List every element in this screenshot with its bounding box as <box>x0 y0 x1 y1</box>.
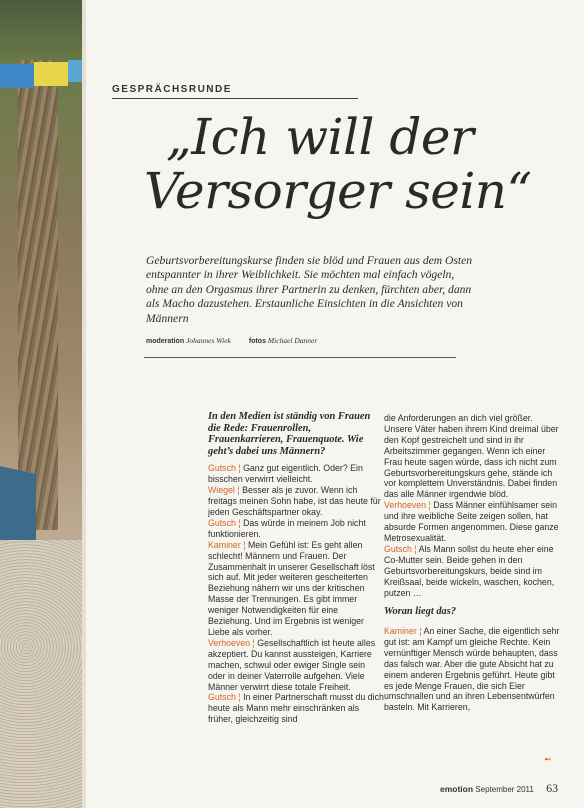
page-number: 63 <box>546 781 559 795</box>
speaker-name: Wiegel <box>208 485 235 496</box>
dialogue-turns <box>384 500 560 598</box>
interview-question: In den Medien ist ständig von Frauen die Rede: Frauenrollen, Frauenkarrieren, Frauenquote. Wie geht’s dabei uns Männern? <box>208 411 371 457</box>
dialogue-turn <box>208 540 384 638</box>
speaker-separator: ¦ <box>235 517 244 528</box>
speaker-separator: ¦ <box>250 637 258 648</box>
fotos-label: fotos <box>248 338 266 345</box>
dialogue-turn <box>208 463 384 485</box>
speaker-name: Verhoeven <box>384 500 427 511</box>
speaker-name: Kaminer <box>384 626 417 636</box>
speaker-name: Kaminer <box>208 539 241 550</box>
folio <box>440 781 558 796</box>
dialogue-turn <box>208 638 384 693</box>
dialogue-turn <box>208 518 384 540</box>
text-column-2 <box>384 413 560 713</box>
headline-line-2: Versorger sein“ <box>144 162 532 220</box>
turn-text: Dass Männer einfühlsamer sein und ihre weibliche Seite zeigen sollen, hat absurde Formen angenommen. Diese ganze Metrosexualität. <box>384 500 559 543</box>
tree-trunk <box>18 60 58 530</box>
magazine-brand: emotion <box>440 784 474 794</box>
speaker-separator: ¦ <box>235 692 244 703</box>
turn-text: In einer Partnerschaft musst du dich heute als Mann mehr einschränken als früher, gleichzeitig sind <box>208 692 384 725</box>
speaker-name: Gutsch <box>384 543 412 554</box>
magazine-page <box>86 0 584 808</box>
speaker-separator: ¦ <box>235 463 244 474</box>
moderation-label: moderation <box>146 338 185 345</box>
credits <box>146 336 317 345</box>
dialogue-turn <box>208 485 384 518</box>
continued-paragraph: die Anforderungen an dich viel größer. Unsere Väter haben ihrem Kind dreimal über den Kopf gestreichelt und sind in ihr Arbeitszimmer gegangen. Wenn ich einer Frau heute sagen würde, dass ich nicht zum Geburtsvorbereitungskurs gehe, stände ich vor komplettem Unverständnis. Dabei finden das alle Männer irgendwie blöd. <box>384 413 559 500</box>
speaker-separator: ¦ <box>240 539 248 550</box>
moderation-name: Johannes Wiek <box>186 336 231 345</box>
headline <box>144 110 564 218</box>
turn-text: Ganz gut eigentlich. Oder? Ein bisschen verwirrt vielleicht. <box>208 463 363 485</box>
speaker-separator: ¦ <box>416 626 424 636</box>
dek-intro: Geburtsvorbereitungskurse finden sie blöd und Frauen aus dem Osten entspannter in ihrer Weiblichkeit. Sie möchten mal einfach vögeln, ohne an den Orgasmus ihrer Partnerin zu denken, fürchten aber, dann als Macho dazustehen. Erstaunliche Einsichten in die Ansichten von Männern <box>146 254 473 325</box>
speaker-separator: ¦ <box>234 485 243 496</box>
dialogue-turns <box>384 626 560 713</box>
section-rubric: GESPRÄCHSRUNDE <box>112 84 232 95</box>
gravel-ground <box>0 540 86 808</box>
prayer-flag-blue <box>0 64 34 88</box>
prayer-flag-yellow <box>34 62 68 86</box>
headline-line-1: „Ich will der <box>166 108 474 166</box>
interview-question: Woran liegt das? <box>384 606 456 618</box>
turn-text: Als Mann sollst du heute eher eine Co-Mutter sein. Beide gehen in den Geburtsvorbereitungskurs, beide sind im Kreißsaal, beide wickeln, waschen, kochen, putzen … <box>384 543 555 598</box>
speaker-separator: ¦ <box>426 500 434 511</box>
dialogue-turns <box>208 463 384 725</box>
turn-text: Das würde in meinem Job nicht funktionieren. <box>208 517 366 539</box>
side-photo <box>0 0 86 808</box>
turn-text: An einer Sache, die eigentlich sehr gut ist: am Kampf um gleiche Rechte. Kein vernünftiger Mensch würde behaupten, dass das falsch war. Aber die gute Absicht hat zu einem anderen Ergebnis geführt. Heute gibt es jede Menge Frauen, die sich Eier umschnallen und an ihren Lebensentwürfen basteln. Mit Karrieren, <box>384 626 560 713</box>
text-column-1 <box>208 411 384 725</box>
dialogue-turn <box>384 500 560 544</box>
speaker-name: Verhoeven <box>208 637 251 648</box>
speaker-name: Gutsch <box>208 692 236 703</box>
issue-date: September 2011 <box>475 785 534 794</box>
dek-rule <box>144 357 456 358</box>
speaker-separator: ¦ <box>411 543 419 554</box>
turn-text: Mein Gefühl ist: Es geht allen schlecht! Männern und Frauen. Der Zusammenhalt in unserer Gesellschaft löst sich auf. Mit jeder weiteren gescheiterten Beziehung nähern wir uns der kritischen Masse der Trennungen. Es gibt immer weniger Notwendigkeiten für eine Beziehung. Und im Ergebnis ist weniger Liebe als vorher. <box>208 539 375 637</box>
dialogue-turn <box>384 626 560 713</box>
dialogue-turn <box>384 544 560 599</box>
fotos-name: Michael Danner <box>267 336 318 345</box>
continue-arrow-icon: ➻ <box>544 754 552 764</box>
rubric-rule <box>112 98 358 99</box>
speaker-name: Gutsch <box>208 517 236 528</box>
turn-text: Besser als je zuvor. Wenn ich freitags meinen Sohn habe, ist das heute für jeden Geschäftspartner okay. <box>208 485 381 517</box>
turn-text: Gesellschaftlich ist heute alles akzeptiert. Du kannst aussteigen, Karriere machen, schwul oder ewiger Single sein oder in deiner Vaterrolle aufgehen. Viele Männer verwirrt diese totale Freiheit. <box>208 637 376 692</box>
dialogue-turn <box>208 692 384 725</box>
speaker-name: Gutsch <box>208 463 236 474</box>
